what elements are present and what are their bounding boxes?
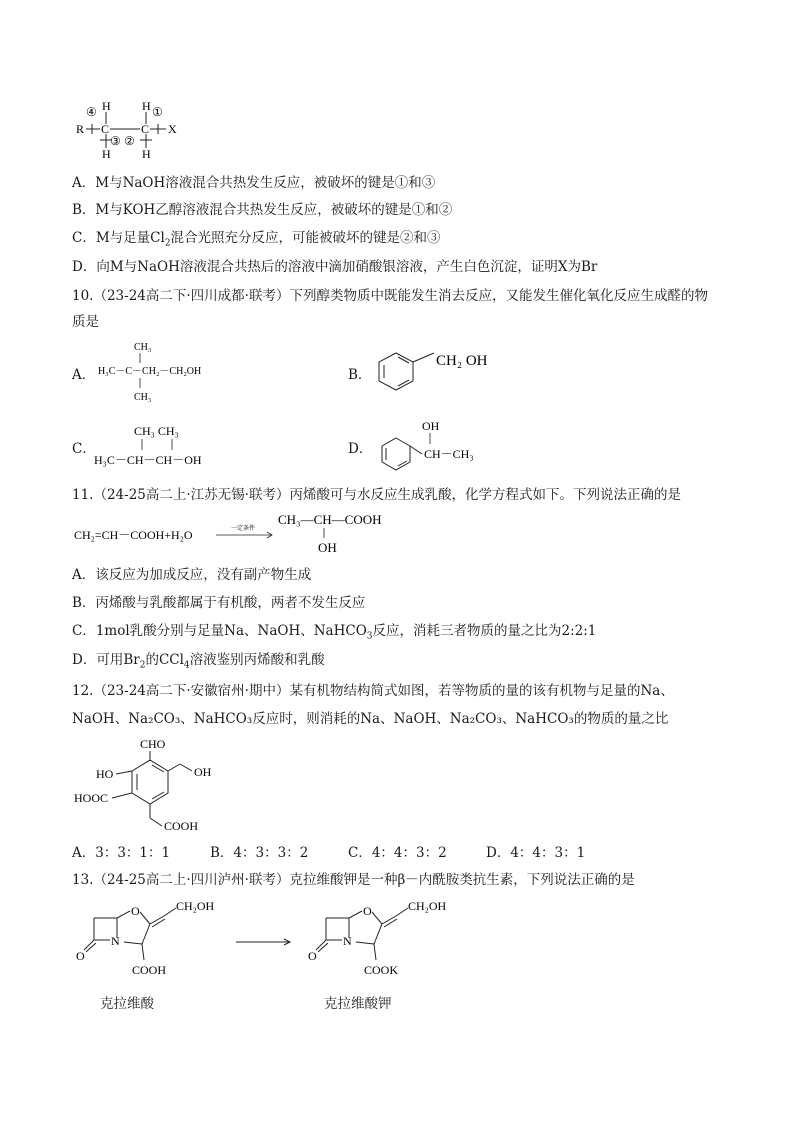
q9-option-c-post: 混合光照充分反应，可能被破坏的键是②和③ bbox=[170, 230, 441, 246]
q11-option-d-post: 溶液鉴别丙烯酸和乳酸 bbox=[189, 652, 325, 668]
q10-b-group: CH₂ OH bbox=[436, 353, 488, 369]
q11-option-d-ccl: CCl bbox=[158, 652, 184, 668]
q11-stem: 11.（24-25高二上·江苏无锡·联考）丙烯酸可与水反应生成乳酸，化学方程式如下。下列说法正确的是 bbox=[72, 487, 681, 503]
q11-product: CH₃—CH—COOH bbox=[278, 512, 382, 527]
clav-k-nitrogen: N bbox=[343, 934, 352, 948]
atom-h-top-left: H bbox=[102, 99, 111, 113]
clav-acid-nitrogen: N bbox=[111, 934, 120, 948]
q11-option-d-br: Br bbox=[123, 652, 140, 668]
q11-option-c-pre: C．1mol乳酸分别与足量Na、NaOH、 bbox=[72, 623, 314, 639]
q10-option-c-structure bbox=[94, 420, 224, 470]
q12-molecule-structure bbox=[72, 732, 222, 836]
q10-option-c-label: C． bbox=[72, 441, 96, 457]
atom-h-bottom-left: H bbox=[102, 147, 111, 161]
q10-a-top-methyl: CH₃ bbox=[134, 342, 152, 353]
q11-reaction-equation bbox=[72, 508, 412, 556]
q9-option-c bbox=[72, 229, 441, 253]
q11-option-b: B．丙烯酸与乳酸都属于有机酸，两者不发生反应 bbox=[72, 595, 366, 611]
q12-stem-line2: NaOH、Na₂CO₃、NaHCO₃反应时，则消耗的Na、NaOH、Na₂CO₃、NaHCO₃的物质的量之比 bbox=[72, 711, 669, 727]
q11-product-hydroxyl: OH bbox=[318, 540, 337, 555]
q9-option-c-sub: 2 bbox=[164, 238, 171, 249]
atom-c-right: C bbox=[141, 122, 150, 136]
q12-stem-line1: 12.（23-24高二下·安徽宿州·期中）某有机物结构简式如图，若等物质的量的该有机物与足量的Na、 bbox=[72, 683, 674, 699]
q12-option-b: B．4：3：3：2 bbox=[210, 845, 309, 861]
q10-a-bottom-methyl: CH₃ bbox=[134, 392, 152, 403]
q11-reactants: CH₂=CH－COOH+H₂O bbox=[74, 528, 193, 542]
q11-option-d-ccl-sub: 4 bbox=[183, 660, 190, 671]
q12-cooh: COOH bbox=[164, 819, 199, 833]
q12-ho: HO bbox=[96, 767, 114, 781]
q12-cho: CHO bbox=[140, 737, 166, 751]
q11-option-c-chem: NaHCO bbox=[313, 623, 367, 639]
q12-oh: OH bbox=[194, 765, 212, 779]
q10-a-main-chain: H₃C－C－CH₂－CH₂OH bbox=[98, 366, 202, 377]
clav-acid-ring-oxygen: O bbox=[131, 904, 140, 918]
q11-option-c-sub: 3 bbox=[366, 631, 373, 642]
q11-option-d-br-sub: 2 bbox=[139, 660, 146, 671]
q10-c-methyls: CH₃ CH₃ bbox=[134, 424, 179, 438]
q9-option-c-pre: C．M与足量 bbox=[72, 230, 151, 246]
q11-option-d bbox=[72, 651, 325, 675]
q12-option-d: D．4：4：3：1 bbox=[486, 845, 586, 861]
clav-acid-keto-oxygen: O bbox=[76, 949, 85, 963]
atom-c-left: C bbox=[101, 122, 110, 136]
atom-h-bottom-right: H bbox=[142, 147, 151, 161]
q10-option-b-label: B． bbox=[348, 367, 372, 383]
q13-stem: 13.（24-25高二上·四川泸州·联考）克拉维酸钾是一种β－内酰胺类抗生素，下列说法正确的是 bbox=[72, 872, 635, 888]
q12-option-c: C．4：4：3：2 bbox=[348, 845, 447, 861]
clav-k-keto-oxygen: O bbox=[308, 949, 317, 963]
q9-option-b: B．M与KOH乙醇溶液混合共热发生反应，被破坏的键是①和② bbox=[72, 202, 453, 218]
q9-option-d: D．向M与NaOH溶液混合共热后的溶液中滴加硝酸银溶液，产生白色沉淀，证明X为Br bbox=[72, 259, 598, 275]
atom-r: R bbox=[76, 122, 85, 136]
q10-stem-line1: 10.（23-24高二下·四川成都·联考）下列醇类物质中既能发生消去反应，又能发生催化氧化反应生成醛的物 bbox=[72, 288, 708, 304]
q10-option-a-structure bbox=[96, 338, 246, 404]
q10-d-main-chain: CH－CH₃ bbox=[424, 447, 474, 461]
q13-left-caption: 克拉维酸 bbox=[100, 996, 154, 1012]
molecule-m-diagram bbox=[72, 96, 202, 166]
q11-option-d-pre: D．可用 bbox=[72, 652, 124, 668]
q10-option-d-structure bbox=[378, 416, 498, 474]
clavulanic-acid-structure bbox=[76, 899, 215, 977]
q13-reaction-scheme bbox=[72, 894, 472, 990]
q9-option-c-chem: Cl bbox=[150, 230, 165, 246]
clav-acid-cooh: COOH bbox=[132, 963, 167, 977]
q9-option-a: A．M与NaOH溶液混合共热发生反应，被破坏的键是①和③ bbox=[72, 175, 436, 191]
clav-k-ch2oh: CH₂OH bbox=[408, 899, 447, 913]
q10-option-d-label: D． bbox=[348, 441, 373, 457]
bond-label-4: ④ bbox=[86, 105, 97, 119]
clav-k-ring-oxygen: O bbox=[363, 904, 372, 918]
q11-option-a: A．该反应为加成反应，没有副产物生成 bbox=[72, 567, 312, 583]
bond-label-1: ① bbox=[152, 105, 163, 119]
q10-stem-line2: 质是 bbox=[72, 314, 99, 330]
clav-acid-ch2oh: CH₂OH bbox=[176, 899, 215, 913]
q11-condition: 一定条件 bbox=[231, 526, 256, 532]
bond-label-2: ② bbox=[124, 134, 135, 148]
potassium-clavulanate-structure bbox=[308, 899, 447, 977]
q11-option-c bbox=[72, 622, 596, 646]
q10-option-a-label: A． bbox=[72, 367, 96, 383]
q12-option-a: A．3：3：1：1 bbox=[72, 845, 171, 861]
q10-c-main-chain: H₃C－CH－CH－OH bbox=[94, 453, 202, 467]
q13-right-caption: 克拉维酸钾 bbox=[324, 996, 392, 1012]
clav-k-cook: COOK bbox=[364, 963, 399, 977]
q11-option-c-post: 反应，消耗三者物质的量之比为2:2:1 bbox=[372, 623, 597, 639]
atom-h-top-right: H bbox=[142, 99, 151, 113]
atom-x: X bbox=[168, 122, 177, 136]
bond-label-3: ③ bbox=[110, 134, 121, 148]
q12-hooc: HOOC bbox=[74, 791, 109, 805]
q10-d-hydroxyl: OH bbox=[422, 419, 440, 433]
q11-option-d-mid: 的 bbox=[145, 652, 159, 668]
q10-option-b-structure bbox=[376, 345, 516, 395]
